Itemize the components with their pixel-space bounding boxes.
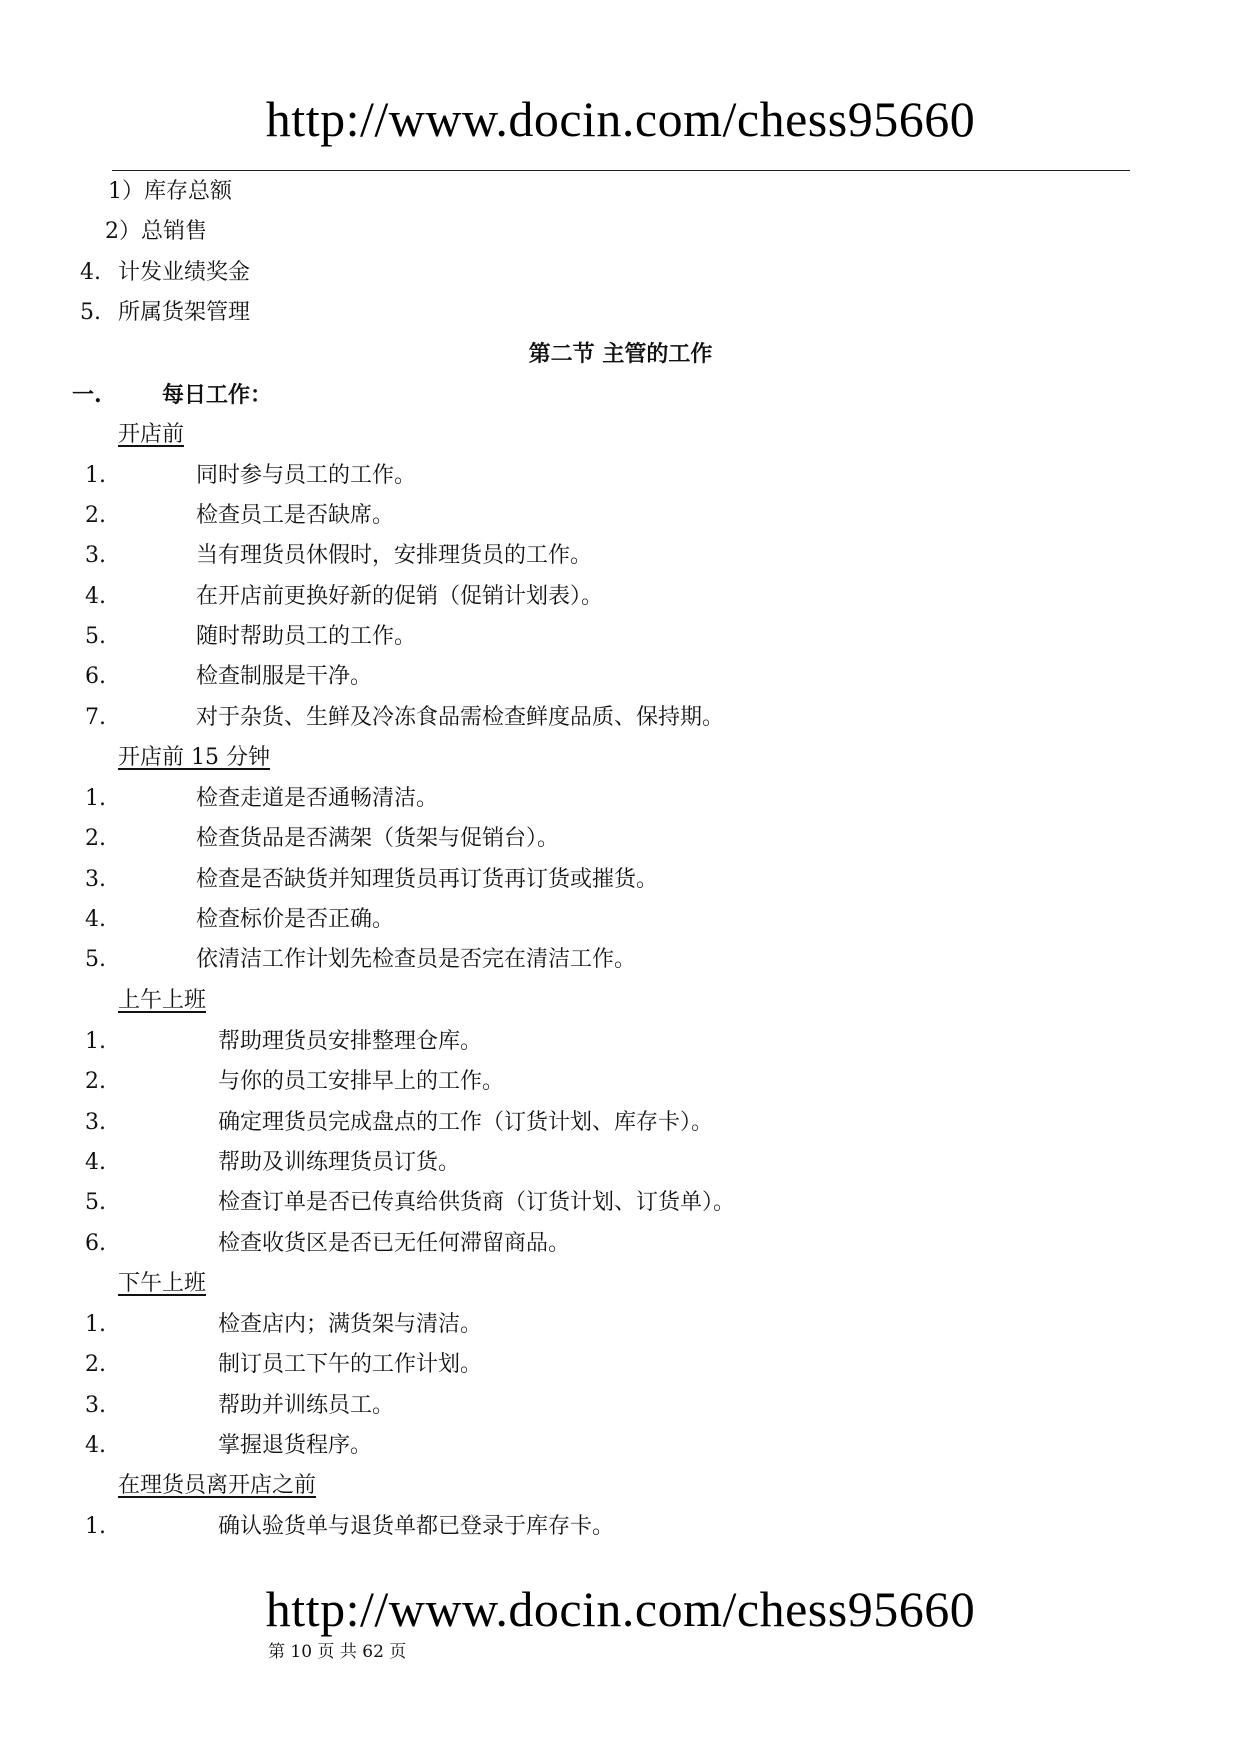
group-title: 下午上班 bbox=[118, 1271, 207, 1296]
group-title: 上午上班 bbox=[118, 988, 207, 1013]
intro-item: 计发业绩奖金 bbox=[118, 260, 251, 285]
list-item: 帮助及训练理货员订货。 bbox=[218, 1150, 461, 1175]
list-item-number: 4. bbox=[85, 907, 106, 932]
list-item-number: 1. bbox=[85, 1312, 106, 1337]
list-item-number: 1. bbox=[85, 1029, 106, 1054]
intro-item: 1）库存总额 bbox=[108, 179, 232, 204]
list-item: 帮助并训练员工。 bbox=[218, 1393, 395, 1418]
intro-item: 2）总销售 bbox=[105, 219, 207, 244]
header-watermark: http://www.docin.com/chess95660 bbox=[265, 91, 976, 147]
list-item-number: 4. bbox=[85, 1433, 106, 1458]
list-item: 检查订单是否已传真给供货商（订货计划、订货单）。 bbox=[218, 1190, 736, 1215]
group-title: 在理货员离开店之前 bbox=[118, 1473, 317, 1498]
list-item: 随时帮助员工的工作。 bbox=[196, 624, 417, 649]
list-item-number: 2. bbox=[85, 826, 106, 851]
list-item-number: 7. bbox=[85, 705, 106, 730]
list-item: 制订员工下午的工作计划。 bbox=[218, 1352, 483, 1377]
list-item-number: 6. bbox=[85, 664, 106, 689]
list-item-number: 4. bbox=[85, 1150, 106, 1175]
list-item: 检查店内；满货架与清洁。 bbox=[218, 1312, 483, 1337]
list-item-number: 5. bbox=[85, 624, 106, 649]
list-item: 检查收货区是否已无任何滞留商品。 bbox=[218, 1231, 571, 1256]
list-item-number: 2. bbox=[85, 503, 106, 528]
list-item-number: 5. bbox=[85, 947, 106, 972]
list-item: 当有理货员休假时，安排理货员的工作。 bbox=[196, 543, 593, 568]
list-item: 检查员工是否缺席。 bbox=[196, 503, 395, 528]
list-item-number: 3. bbox=[85, 543, 106, 568]
list-item: 帮助理货员安排整理仓库。 bbox=[218, 1029, 483, 1054]
list-item-number: 3. bbox=[85, 1110, 106, 1135]
list-item: 与你的员工安排早上的工作。 bbox=[218, 1069, 505, 1094]
list-item: 确认验货单与退货单都已登录于库存卡。 bbox=[218, 1514, 615, 1539]
list-item-number: 4. bbox=[85, 584, 106, 609]
list-item: 检查走道是否通畅清洁。 bbox=[196, 786, 439, 811]
list-item-number: 6. bbox=[85, 1231, 106, 1256]
list-item-number: 3. bbox=[85, 867, 106, 892]
list-item: 掌握退货程序。 bbox=[218, 1433, 373, 1458]
footer-watermark: http://www.docin.com/chess95660 bbox=[265, 1581, 976, 1637]
list-item: 在开店前更换好新的促销（促销计划表）。 bbox=[196, 584, 604, 609]
list-item-number: 2. bbox=[85, 1352, 106, 1377]
list-item: 检查是否缺货并知理货员再订货再订货或摧货。 bbox=[196, 867, 659, 892]
list-item: 对于杂货、生鲜及冷冻食品需检查鲜度品质、保持期。 bbox=[196, 705, 725, 730]
intro-item-number: 4. bbox=[80, 260, 101, 285]
list-item: 确定理货员完成盘点的工作（订货计划、库存卡）。 bbox=[218, 1110, 714, 1135]
list-item-number: 3. bbox=[85, 1393, 106, 1418]
list-item-number: 1. bbox=[85, 463, 106, 488]
list-item-number: 5. bbox=[85, 1190, 106, 1215]
list-item: 依清洁工作计划先检查员是否完在清洁工作。 bbox=[196, 947, 637, 972]
section-title: 第二节 主管的工作 bbox=[528, 341, 713, 367]
heading-title: 每日工作： bbox=[162, 382, 273, 408]
list-item-number: 1. bbox=[85, 1514, 106, 1539]
list-item: 检查货品是否满架（货架与促销台）。 bbox=[196, 826, 560, 851]
intro-item: 所属货架管理 bbox=[118, 300, 251, 325]
list-item-number: 2. bbox=[85, 1069, 106, 1094]
intro-item-number: 5. bbox=[80, 300, 101, 325]
list-item-number: 1. bbox=[85, 786, 106, 811]
list-item: 检查制服是干净。 bbox=[196, 664, 373, 689]
list-item: 检查标价是否正确。 bbox=[196, 907, 395, 932]
heading-number: 一. bbox=[72, 382, 102, 408]
group-title: 开店前 15 分钟 bbox=[118, 745, 270, 770]
page-number: 第 10 页 共 62 页 bbox=[268, 1642, 407, 1662]
group-title: 开店前 bbox=[118, 422, 185, 447]
list-item: 同时参与员工的工作。 bbox=[196, 463, 417, 488]
header-divider bbox=[112, 170, 1130, 171]
